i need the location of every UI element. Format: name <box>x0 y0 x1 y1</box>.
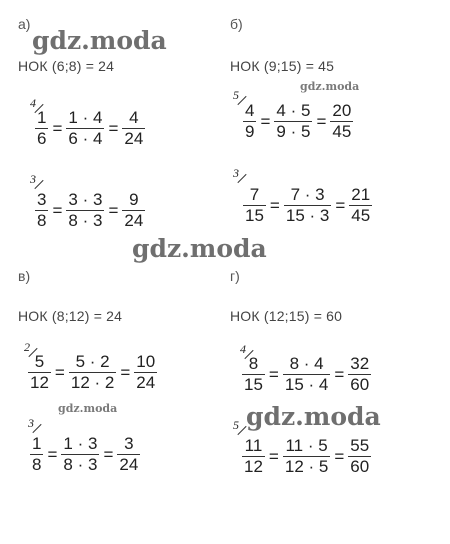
equation-g-2: $\frac{11}{12}$ = $\frac{11 \cdot 5}{12 \cdot 5}$ = $\frac{55}{60}$ <box>244 436 370 476</box>
fraction: $\frac{3}{8}$ <box>37 190 47 230</box>
multiplier-b-2: 3 <box>233 166 249 190</box>
section-label-g: г) <box>230 268 240 284</box>
equation-a-2: $\frac{3}{8}$ = $\frac{3 \cdot 3}{8 \cdot 3}$ = $\frac{9}{24}$ <box>37 190 144 230</box>
nok-v: НОК (8;12) = 24 <box>18 308 123 324</box>
fraction: $\frac{55}{60}$ <box>350 436 370 476</box>
equation-v-2: $\frac{1}{8}$ = $\frac{1 \cdot 3}{8 \cdot 3}$ = $\frac{3}{24}$ <box>32 434 139 474</box>
watermark: gdz.moda <box>132 234 267 263</box>
fraction: $\frac{5 \cdot 2}{12 \cdot 2}$ <box>70 352 115 392</box>
multiplier-b-1: 5 <box>233 88 249 112</box>
fraction: $\frac{11}{12}$ <box>244 436 263 476</box>
fraction: $\frac{20}{45}$ <box>332 101 352 141</box>
fraction: $\frac{4}{9}$ <box>245 101 255 141</box>
fraction: $\frac{11 \cdot 5}{12 \cdot 5}$ <box>284 436 329 476</box>
equation-g-1: $\frac{8}{15}$ = $\frac{8 \cdot 4}{15 \cdot 4}$ = $\frac{32}{60}$ <box>244 354 370 394</box>
equation-b-2: $\frac{7}{15}$ = $\frac{7 \cdot 3}{15 \cdot 3}$ = $\frac{21}{45}$ <box>245 185 371 225</box>
multiplier-v-1: 2 <box>24 340 40 364</box>
watermark: gdz.moda <box>246 402 381 431</box>
fraction: $\frac{10}{24}$ <box>136 352 156 392</box>
fraction: $\frac{5}{12}$ <box>30 352 49 392</box>
equation-b-1: $\frac{4}{9}$ = $\frac{4 \cdot 5}{9 \cdot 5}$ = $\frac{20}{45}$ <box>245 101 352 141</box>
fraction: $\frac{1 \cdot 3}{8 \cdot 3}$ <box>63 434 98 474</box>
fraction: $\frac{7 \cdot 3}{15 \cdot 3}$ <box>285 185 330 225</box>
watermark: gdz.moda <box>300 80 360 93</box>
fraction: $\frac{21}{45}$ <box>351 185 371 225</box>
section-label-b: б) <box>230 16 243 32</box>
fraction: $\frac{7}{15}$ <box>245 185 264 225</box>
section-label-a: а) <box>18 16 31 32</box>
equation-v-1: $\frac{5}{12}$ = $\frac{5 \cdot 2}{12 \cdot 2}$ = $\frac{10}{24}$ <box>30 352 156 392</box>
fraction: $\frac{32}{60}$ <box>350 354 370 394</box>
multiplier-g-1: 4 <box>240 342 256 366</box>
fraction: $\frac{8 \cdot 4}{15 \cdot 4}$ <box>284 354 329 394</box>
nok-g: НОК (12;15) = 60 <box>230 308 343 324</box>
section-label-v: в) <box>18 268 31 284</box>
multiplier-a-2: 3 <box>30 172 46 196</box>
watermark: gdz.moda <box>32 26 167 55</box>
multiplier-v-2: 3 <box>28 416 44 440</box>
fraction: $\frac{3 \cdot 3}{8 \cdot 3}$ <box>68 190 103 230</box>
nok-b: НОК (9;15) = 45 <box>230 58 335 74</box>
nok-a: НОК (6;8) = 24 <box>18 58 115 74</box>
fraction: $\frac{1}{8}$ <box>32 434 42 474</box>
multiplier-a-1: 4 <box>30 96 46 120</box>
watermark: gdz.moda <box>58 402 118 415</box>
equation-a-1: $\frac{1}{6}$ = $\frac{1 \cdot 4}{6 \cdot 4}$ = $\frac{4}{24}$ <box>37 108 144 148</box>
fraction: $\frac{4}{24}$ <box>124 108 144 148</box>
fraction: $\frac{1 \cdot 4}{6 \cdot 4}$ <box>68 108 103 148</box>
multiplier-g-2: 5 <box>233 418 249 442</box>
fraction: $\frac{9}{24}$ <box>124 190 144 230</box>
fraction: $\frac{3}{24}$ <box>119 434 139 474</box>
fraction: $\frac{1}{6}$ <box>37 108 47 148</box>
fraction: $\frac{8}{15}$ <box>244 354 263 394</box>
fraction: $\frac{4 \cdot 5}{9 \cdot 5}$ <box>276 101 311 141</box>
